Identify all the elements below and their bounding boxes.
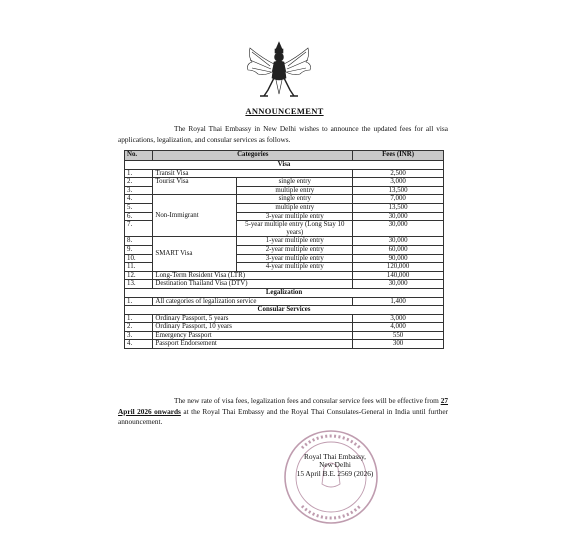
table-row: 1. Ordinary Passport, 5 years 3,000 bbox=[125, 314, 444, 323]
table-row: 5. multiple entry 13,500 bbox=[125, 203, 444, 212]
header-no: No. bbox=[125, 151, 153, 161]
table-row: 13. Destination Thailand Visa (DTV) 30,000 bbox=[125, 280, 444, 289]
signature-block bbox=[280, 453, 390, 478]
table-row: 1. All categories of legalization service 1,400 bbox=[125, 297, 444, 306]
table-row: 4. Passport Endorsement 300 bbox=[125, 340, 444, 349]
table-header-row bbox=[125, 151, 444, 161]
section-visa: Visa bbox=[125, 161, 444, 170]
table-row: 3. multiple entry 13,500 bbox=[125, 186, 444, 195]
signature-line-date: 15 April B.E. 2569 (2026) bbox=[296, 468, 374, 478]
garuda-emblem-icon bbox=[244, 40, 314, 98]
intro-text: The Royal Thai Embassy in New Delhi wishes to announce the updated fees for all visa applications, legalization, and consular services as follows. bbox=[118, 124, 448, 144]
table-row: 3. Emergency Passport 550 bbox=[125, 331, 444, 340]
table-row: 7. 5-year multiple entry (Long Stay 10 years) 30,000 bbox=[125, 221, 444, 237]
effective-date-paragraph bbox=[118, 396, 448, 428]
table-row: 4. Non-Immigrant single entry 7,000 bbox=[125, 195, 444, 204]
table-row: 10. 3-year multiple entry 90,000 bbox=[125, 254, 444, 263]
effective-date: 27 April 2026 onwards bbox=[118, 396, 448, 416]
table-row: 11. 4-year multiple entry 120,000 bbox=[125, 263, 444, 272]
header-fees: Fees (INR) bbox=[353, 151, 444, 161]
table-row: 12. Long-Term Resident Visa (LTR) 140,000 bbox=[125, 271, 444, 280]
page-title: ANNOUNCEMENT bbox=[245, 106, 324, 116]
intro-paragraph bbox=[118, 124, 448, 145]
table-row: 6. 3-year multiple entry 30,000 bbox=[125, 212, 444, 221]
fees-table bbox=[124, 150, 444, 349]
table-row: 8. SMART Visa 1-year multiple entry 30,000 bbox=[125, 237, 444, 246]
header-categories: Categories bbox=[153, 151, 353, 161]
table-row: 2. Ordinary Passport, 10 years 4,000 bbox=[125, 323, 444, 332]
table-row: 2. Tourist Visa single entry 3,000 bbox=[125, 178, 444, 187]
section-consular: Consular Services bbox=[125, 306, 444, 315]
outro-text-after: at the Royal Thai Embassy and the Royal Thai Consulates-General in India until further announcement. bbox=[118, 406, 448, 427]
table-row: 1. Transit Visa 2,500 bbox=[125, 169, 444, 178]
signature-line-city: New Delhi bbox=[319, 460, 351, 470]
section-legalization: Legalization bbox=[125, 288, 444, 297]
signature-line-embassy: Royal Thai Embassy, bbox=[303, 452, 367, 461]
outro-text-before: The new rate of visa fees, legalization fees and consular service fees will be effective from bbox=[174, 396, 441, 405]
table-row: 9. 2-year multiple entry 60,000 bbox=[125, 245, 444, 254]
